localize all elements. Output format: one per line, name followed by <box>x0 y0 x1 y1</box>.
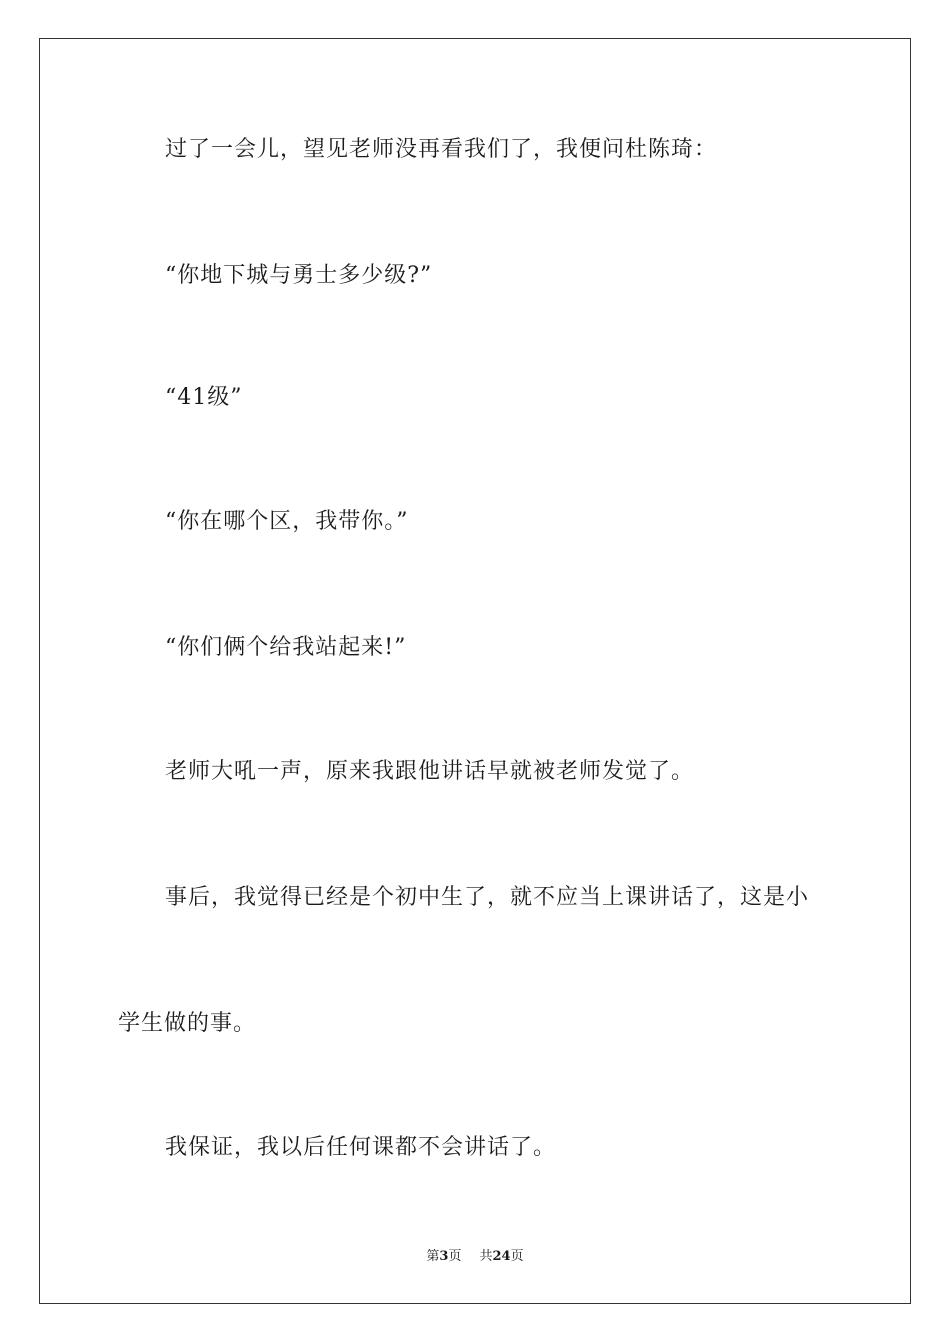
total-pages: 24 <box>492 1249 511 1264</box>
page-footer <box>0 1248 950 1266</box>
paragraph-2: “你地下城与勇士多少级?” <box>165 263 433 288</box>
paragraph-6: 老师大吼一声，原来我跟他讲话早就被老师发觉了。 <box>165 759 695 784</box>
paragraph-7-continuation: 学生做的事。 <box>118 1011 257 1036</box>
page-number: 3 <box>439 1249 449 1264</box>
page-suffix: 页 <box>448 1249 462 1264</box>
paragraph-4: “你在哪个区，我带你。” <box>165 509 409 534</box>
page-prefix: 第 <box>426 1249 440 1264</box>
total-suffix: 页 <box>510 1249 524 1264</box>
paragraph-7: 事后，我觉得已经是个初中生了，就不应当上课讲话了，这是小 <box>165 885 810 910</box>
total-prefix: 共 <box>479 1249 493 1264</box>
paragraph-1: 过了一会儿，望见老师没再看我们了，我便问杜陈琦： <box>165 137 718 162</box>
paragraph-3: “41级” <box>165 385 243 410</box>
paragraph-8: 我保证，我以后任何课都不会讲话了。 <box>165 1135 557 1160</box>
paragraph-5: “你们俩个给我站起来!” <box>165 635 407 660</box>
page-frame <box>39 38 911 1304</box>
